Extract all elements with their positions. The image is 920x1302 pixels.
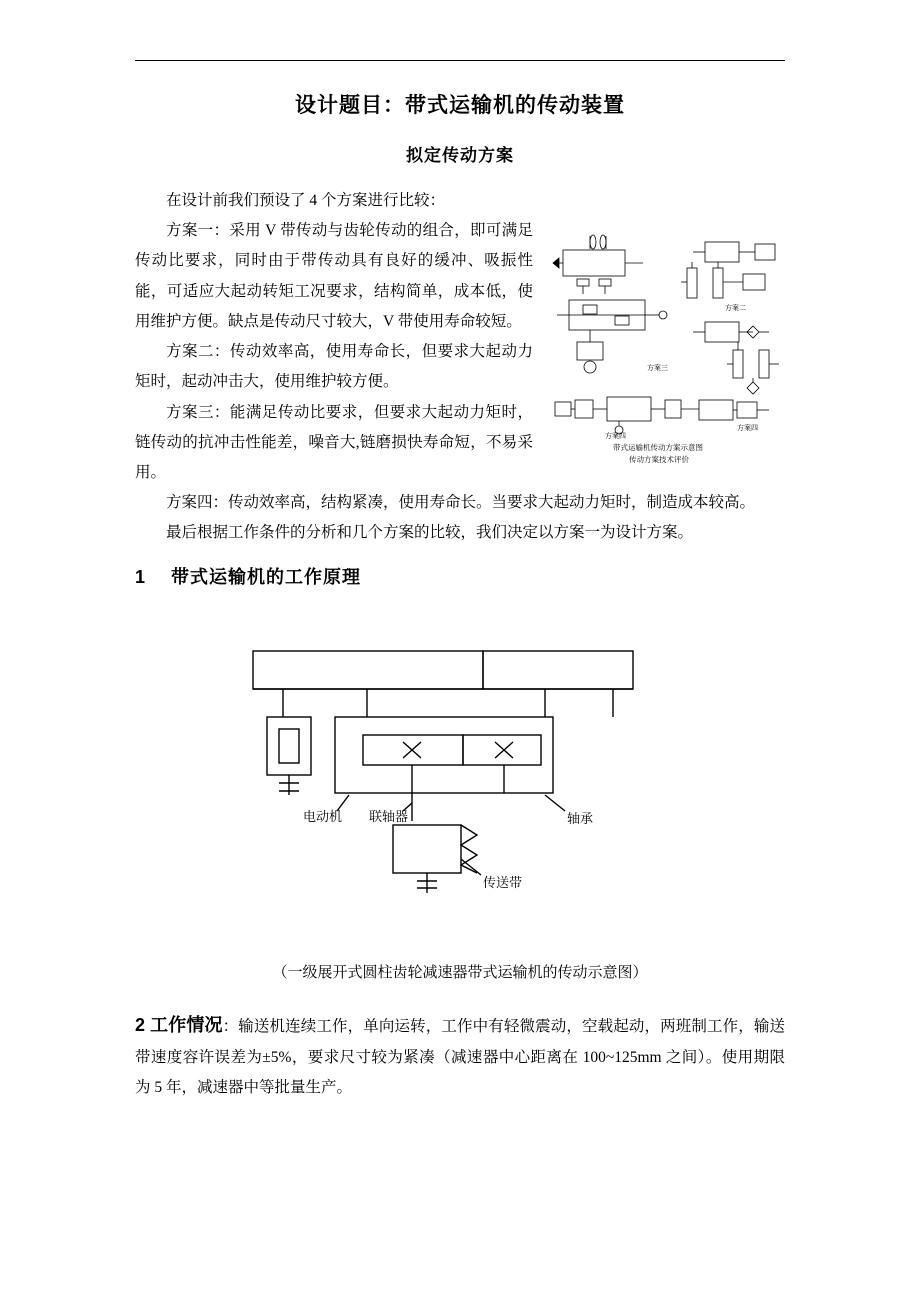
principle-label-belt: 传送带 — [483, 874, 523, 890]
figure-transmission-schemes — [547, 222, 785, 472]
section-number: 1 — [135, 566, 147, 587]
figure-caption: （一级展开式圆柱齿轮减速器带式运输机的传动示意图） — [272, 964, 648, 981]
paragraph-scheme-2: 方案二：传动效率高，使用寿命长，但要求大起动力矩时，起动冲击大，使用维护较方便。 — [135, 343, 533, 391]
scheme-block — [135, 216, 785, 518]
scheme-label-4: 方案四 — [737, 425, 758, 433]
work-condition-block — [135, 1008, 785, 1104]
paragraph-intro: 在设计前我们预设了 4 个方案进行比较： — [166, 192, 446, 209]
work-condition-colon: ： — [222, 1017, 239, 1035]
section-heading-1 — [135, 563, 785, 589]
paragraph-scheme-1: 方案一：采用 V 带传动与齿轮传动的组合，即可满足传动比要求，同时由于带传动具有良好的缓冲、吸振性能，可适应大起动转矩工况要求，结构简单，成本低，使用维护方便。缺点是传动尺寸较大，V 带使用寿命较短。 — [135, 222, 533, 330]
principle-label-coupling: 联轴器 — [369, 808, 409, 824]
document-content — [135, 60, 785, 1103]
work-condition-text: 输送机连续工作，单向运转，工作中有轻微震动，空载起动，两班制工作，输送带速度容许误差为±5%，要求尺寸较为紧凑（减速器中心距离在 100~125mm 之间）。使用期限为 5 年，减速器中等批量生产。 — [135, 1017, 785, 1096]
section-title: 带式运输机的工作原理 — [171, 566, 361, 587]
scheme-caption-line2: 传动方案技术评价 — [629, 455, 689, 465]
svg-text:方案二: 方案二 — [725, 305, 746, 313]
principle-label-bearing: 轴承 — [567, 810, 594, 826]
header-rule — [135, 60, 785, 61]
paragraph-conclusion: 最后根据工作条件的分析和几个方案的比较，我们决定以方案一为设计方案。 — [166, 524, 694, 542]
paragraph-scheme-3: 方案三：能满足传动比要求，但要求大起动力矩时，链传动的抗冲击性能差，噪音大,链磨损快寿命短，不易采用。 — [135, 403, 533, 481]
figure-working-principle — [245, 643, 675, 943]
scheme-caption-line1: 带式运输机传动方案示意图 — [613, 443, 703, 453]
scheme-diagram-svg — [547, 222, 785, 472]
svg-text:方案三: 方案三 — [647, 365, 668, 373]
sub-title: 拟定传动方案 — [406, 146, 514, 165]
paragraph-scheme-4: 方案四：传动效率高，结构紧凑，使用寿命长。当要求大起动力矩时，制造成本较高。 — [166, 494, 756, 512]
principle-label-motor: 电动机 — [303, 808, 343, 824]
principle-diagram-svg — [245, 643, 675, 943]
scheme-label-1: 方案四 — [605, 433, 626, 441]
page-title: 设计题目：带式运输机的传动装置 — [295, 94, 625, 117]
work-condition-lead: 2 工作情况 — [135, 1014, 223, 1035]
